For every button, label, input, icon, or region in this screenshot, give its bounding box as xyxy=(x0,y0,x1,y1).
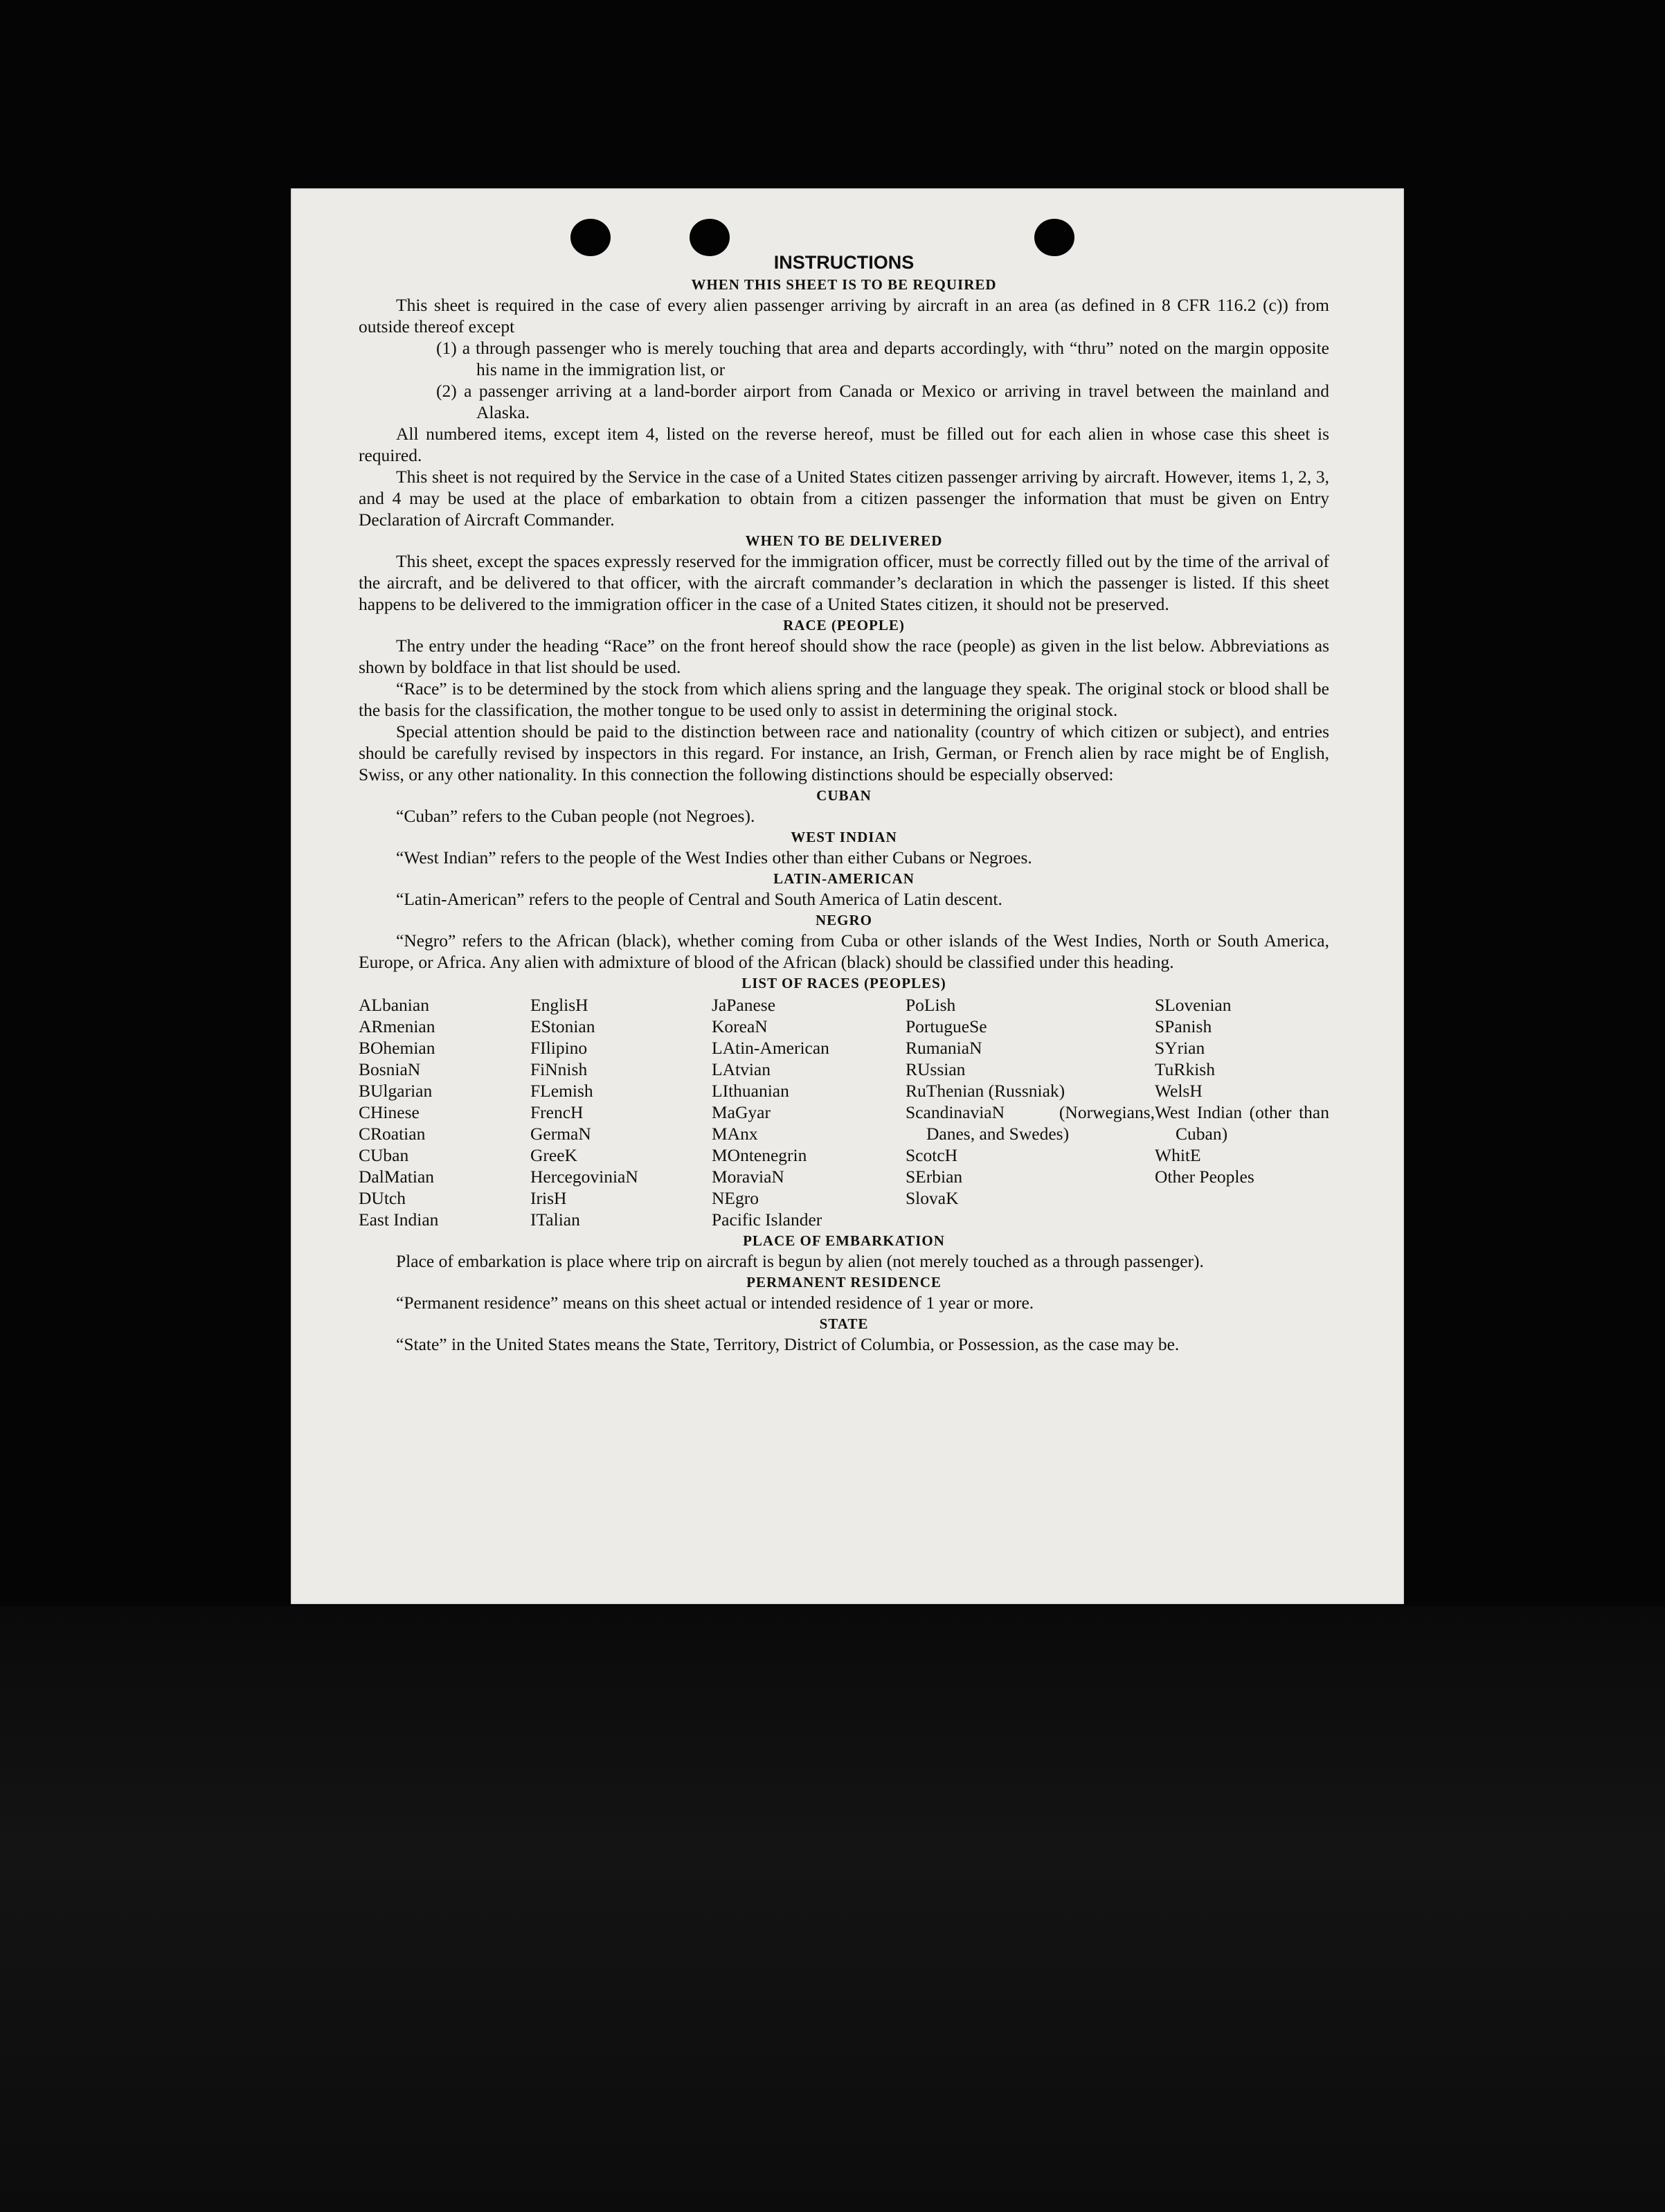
race-list-item: DUtch xyxy=(359,1188,406,1208)
race-list-item: HercegoviniaN xyxy=(530,1167,638,1187)
paragraph: “Negro” refers to the African (black), whether coming from Cuba or other islands of the West Indies, North or South America, Europe, or Africa. Any alien with admixture of blood of the African (black) should be classified under this heading. xyxy=(359,930,1329,972)
paragraph: Place of embarkation is place where trip on aircraft is begun by alien (not merely touched as a through passenger). xyxy=(396,1251,1204,1271)
paragraph: All numbered items, except item 4, listed on the reverse hereof, must be filled out for each alien in whose case this sheet is required. xyxy=(359,424,1329,465)
race-list-item: BOhemian xyxy=(359,1038,435,1058)
race-list-item: DalMatian xyxy=(359,1167,435,1187)
races-column xyxy=(359,994,530,1230)
race-list-item: FrencH xyxy=(530,1102,584,1122)
race-list-item: Other Peoples xyxy=(1155,1167,1254,1187)
race-list-item: MaGyar xyxy=(712,1102,771,1122)
race-list-item: PoLish xyxy=(906,995,956,1015)
section-heading-state: STATE xyxy=(819,1315,869,1332)
paragraph: Special attention should be paid to the distinction between race and nationality (country of which citizen or subject), and entries should be carefully revised by inspectors in this regard. For instance, an Irish, German, or French alien by race might be of English, Swiss, or any other nationality. In this connection the following distinctions should be especially observed: xyxy=(359,721,1329,784)
race-list-item: ARmenian xyxy=(359,1016,435,1036)
race-list-item: FiNnish xyxy=(530,1059,588,1079)
section-heading-cuban: CUBAN xyxy=(816,787,872,804)
race-list-item: BosniaN xyxy=(359,1059,421,1079)
races-column xyxy=(1155,994,1329,1230)
race-list-item: FLemish xyxy=(530,1081,593,1101)
page-title: INSTRUCTIONS xyxy=(773,252,915,273)
race-list-item: JaPanese xyxy=(712,995,776,1015)
paragraph: This sheet, except the spaces expressly reserved for the immigration officer, must be correctly filled out by the time of the arrival of the aircraft, and be delivered to that officer, with the aircraft commander’s declaration in which the passenger is listed. If this sheet happens to be delivered to the immigration officer in the case of a United States citizen, it should not be preserved. xyxy=(359,551,1329,614)
section-heading-when-required: WHEN THIS SHEET IS TO BE REQUIRED xyxy=(691,276,997,293)
race-list-item: ScotcH xyxy=(906,1145,958,1165)
section-heading-races-list: LIST OF RACES (PEOPLES) xyxy=(741,975,946,991)
race-list-item: SErbian xyxy=(906,1167,963,1187)
section-heading-when-delivered: WHEN TO BE DELIVERED xyxy=(745,532,943,549)
race-list-item: MOntenegrin xyxy=(712,1145,807,1165)
race-list-item: FIlipino xyxy=(530,1038,588,1058)
race-list-item: EStonian xyxy=(530,1016,595,1036)
race-list-item: WhitE xyxy=(1155,1145,1201,1165)
section-heading-west-indian: WEST INDIAN xyxy=(791,829,897,845)
race-list-item: CUban xyxy=(359,1145,409,1165)
race-list-item: RuThenian (Russniak) xyxy=(906,1081,1065,1101)
race-list-item: East Indian xyxy=(359,1210,439,1230)
sheet-content xyxy=(359,251,1329,1355)
races-column xyxy=(906,994,1155,1230)
race-list-item: RUssian xyxy=(906,1059,966,1079)
paragraph: This sheet is not required by the Service in the case of a United States citizen passenger arriving by aircraft. However, items 1, 2, 3, and 4 may be used at the place of embarkation to obtain from a citizen passenger the information that must be given on Entry Declaration of Aircraft Commander. xyxy=(359,467,1329,530)
race-list-item: BUlgarian xyxy=(359,1081,433,1101)
list-item: (1) a through passenger who is merely touching that area and departs accordingly, with “thru” noted on the margin opposite his name in the immigration list, or xyxy=(436,338,1329,379)
paragraph: “Race” is to be determined by the stock from which aliens spring and the language they speak. The original stock or blood shall be the basis for the classification, the mother tongue to be used only to assist in determining the original stock. xyxy=(359,678,1329,720)
race-list-item: LIthuanian xyxy=(712,1081,789,1101)
race-list-item: LAtin-American xyxy=(712,1038,829,1058)
race-list-item: CHinese xyxy=(359,1102,420,1122)
race-list-item: KoreaN xyxy=(712,1016,768,1036)
section-heading-negro: NEGRO xyxy=(815,912,872,928)
race-list-item: ITalian xyxy=(530,1210,580,1230)
race-list-item: IrisH xyxy=(530,1188,567,1208)
race-list-item: EnglisH xyxy=(530,995,588,1015)
race-list-item: GermaN xyxy=(530,1124,591,1144)
race-list-item: MAnx xyxy=(712,1124,758,1144)
races-column xyxy=(530,994,712,1230)
list-item: (2) a passenger arriving at a land-border airport from Canada or Mexico or arriving in travel between the mainland and Alaska. xyxy=(436,381,1329,422)
race-list-item: WelsH xyxy=(1155,1081,1203,1101)
paragraph: “State” in the United States means the State, Territory, District of Columbia, or Possession, as the case may be. xyxy=(396,1334,1180,1354)
race-list-item: TuRkish xyxy=(1155,1059,1215,1079)
race-list-item: SPanish xyxy=(1155,1016,1212,1036)
race-list-item: SLovenian xyxy=(1155,995,1232,1015)
race-list-item: ScandinaviaN (Norwegians, Danes, and Swedes) xyxy=(906,1102,1155,1144)
race-list-item: Pacific Islander xyxy=(712,1210,822,1230)
instruction-sheet xyxy=(291,188,1404,1604)
race-list-item: West Indian (other than Cuban) xyxy=(1155,1102,1329,1144)
section-heading-race: RACE (PEOPLE) xyxy=(783,617,905,633)
race-list-item: GreeK xyxy=(530,1145,577,1165)
section-heading-embarkation: PLACE OF EMBARKATION xyxy=(743,1232,945,1249)
race-list-item: MoraviaN xyxy=(712,1167,784,1187)
races-column xyxy=(712,994,906,1230)
section-heading-residence: PERMANENT RESIDENCE xyxy=(746,1274,942,1291)
race-list-item: CRoatian xyxy=(359,1124,426,1144)
races-table xyxy=(359,994,1329,1230)
race-list-item: LAtvian xyxy=(712,1059,771,1079)
race-list-item: SYrian xyxy=(1155,1038,1205,1058)
section-heading-latin-american: LATIN-AMERICAN xyxy=(773,870,915,887)
paragraph: “Permanent residence” means on this sheet actual or intended residence of 1 year or more. xyxy=(396,1293,1034,1313)
paragraph: The entry under the heading “Race” on the front hereof should show the race (people) as given in the list below. Abbreviations as shown by boldface in that list should be used. xyxy=(359,636,1329,677)
race-list-item: RumaniaN xyxy=(906,1038,982,1058)
paragraph: “Latin-American” refers to the people of Central and South America of Latin descent. xyxy=(396,889,1002,909)
race-list-item: SlovaK xyxy=(906,1188,959,1208)
race-list-item: PortugueSe xyxy=(906,1016,987,1036)
scan-background xyxy=(0,1606,1665,2212)
paragraph: “West Indian” refers to the people of the West Indies other than either Cubans or Negroes. xyxy=(396,847,1032,867)
paragraph: “Cuban” refers to the Cuban people (not Negroes). xyxy=(396,806,755,826)
race-list-item: NEgro xyxy=(712,1188,759,1208)
race-list-item: ALbanian xyxy=(359,995,429,1015)
paragraph: This sheet is required in the case of every alien passenger arriving by aircraft in an area (as defined in 8 CFR 116.2 (c)) from outside thereof except xyxy=(359,295,1329,336)
